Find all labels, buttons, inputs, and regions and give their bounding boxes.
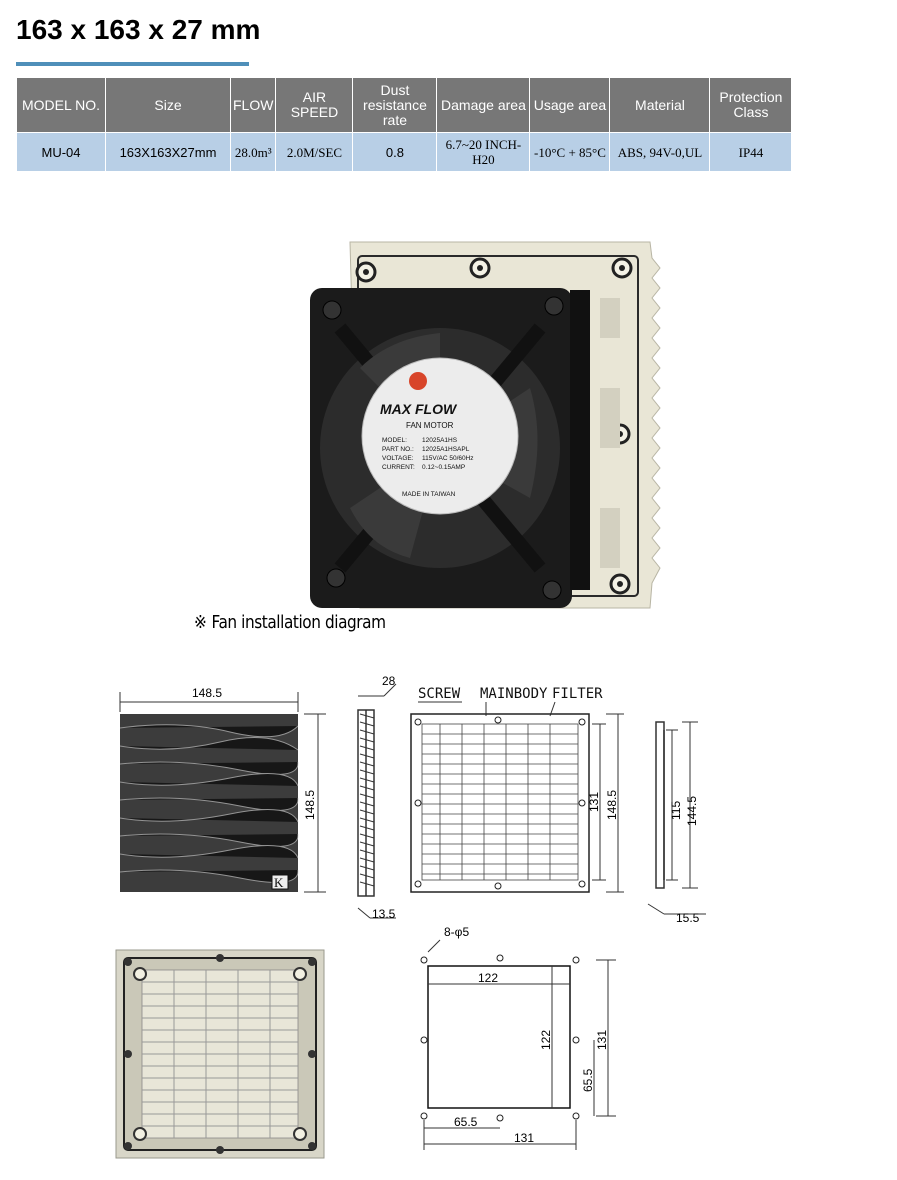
header-dust: Dust resistance rate	[353, 78, 437, 133]
cell-material: ABS, 94V-0,UL	[610, 133, 710, 172]
page-title: 163 x 163 x 27 mm	[16, 14, 261, 45]
label-mainbody: MAINBODY	[480, 686, 548, 702]
fan-part-value: 12025A1HSAPL	[422, 446, 470, 453]
reference-mark-icon: ※	[194, 612, 207, 633]
cell-usage-area: -10°C + 85°C	[530, 133, 610, 172]
header-size: Size	[106, 78, 231, 133]
dim-cut-right: 131	[595, 1029, 609, 1050]
dim-holes: 8-φ5	[444, 925, 470, 939]
label-screw: SCREW	[418, 686, 461, 702]
fan-current-value: 0.12~0.15AMP	[422, 464, 466, 471]
spec-table	[16, 77, 792, 172]
fan-model-value: 12025A1HS	[422, 437, 458, 444]
dim-cut-right-lower: 65.5	[581, 1068, 595, 1092]
dim-cut-bottom: 131	[514, 1131, 535, 1145]
header-air-speed: AIR SPEED	[276, 78, 353, 133]
fan-voltage-value: 115V/AC 50/60Hz	[422, 455, 474, 462]
dim-depth: 28	[382, 674, 396, 688]
table-row	[17, 133, 792, 172]
dim-front-height: 148.5	[303, 789, 317, 820]
dim-side-bottom: 15.5	[676, 911, 700, 925]
label-filter: FILTER	[552, 686, 603, 702]
dim-cut-bottom-inner: 65.5	[454, 1115, 478, 1129]
mainbody-front-view	[411, 714, 589, 892]
fan-current-label: CURRENT:	[382, 464, 415, 471]
fan-model-label: MODEL:	[382, 437, 407, 444]
title-underline	[16, 62, 249, 66]
diagram-caption	[194, 612, 386, 633]
fan-brand: MAX FLOW	[380, 401, 457, 417]
dim-side-outer: 144.5	[685, 795, 699, 826]
cell-air-speed: 2.0M/SEC	[276, 133, 353, 172]
fan-origin: MADE IN TAIWAN	[402, 491, 456, 498]
fan-voltage-label: VOLTAGE:	[382, 455, 414, 462]
cell-size: 163X163X27mm	[106, 133, 231, 172]
header-protection: Protection Class	[710, 78, 792, 133]
fan-sub: FAN MOTOR	[406, 421, 454, 430]
installation-drawings	[0, 660, 897, 1180]
dim-depth-bottom: 13.5	[372, 907, 396, 921]
fan-photo	[300, 238, 670, 618]
caption-text: Fan installation diagram	[211, 612, 386, 633]
cell-damage-area: 6.7~20 INCH-H20	[437, 133, 530, 172]
cell-model: MU-04	[17, 133, 106, 172]
brand-logo-icon	[409, 372, 427, 390]
dim-cut-side: 122	[539, 1029, 553, 1050]
dim-cut-top: 122	[478, 971, 499, 985]
header-usage-area: Usage area	[530, 78, 610, 133]
dim-body-outer: 148.5	[605, 789, 619, 820]
header-flow: FLOW	[231, 78, 276, 133]
fan-part-label: PART NO.:	[382, 446, 414, 453]
dim-body-inner: 131	[587, 791, 601, 812]
cell-flow: 28.0m³	[231, 133, 276, 172]
dim-front-width: 148.5	[192, 686, 223, 700]
dim-side-inner: 115	[669, 800, 683, 820]
header-model: MODEL NO.	[17, 78, 106, 133]
cell-protection: IP44	[710, 133, 792, 172]
header-damage-area: Damage area	[437, 78, 530, 133]
cell-dust: 0.8	[353, 133, 437, 172]
table-header-row	[17, 78, 792, 133]
k-mark: K	[274, 875, 284, 890]
header-material: Material	[610, 78, 710, 133]
